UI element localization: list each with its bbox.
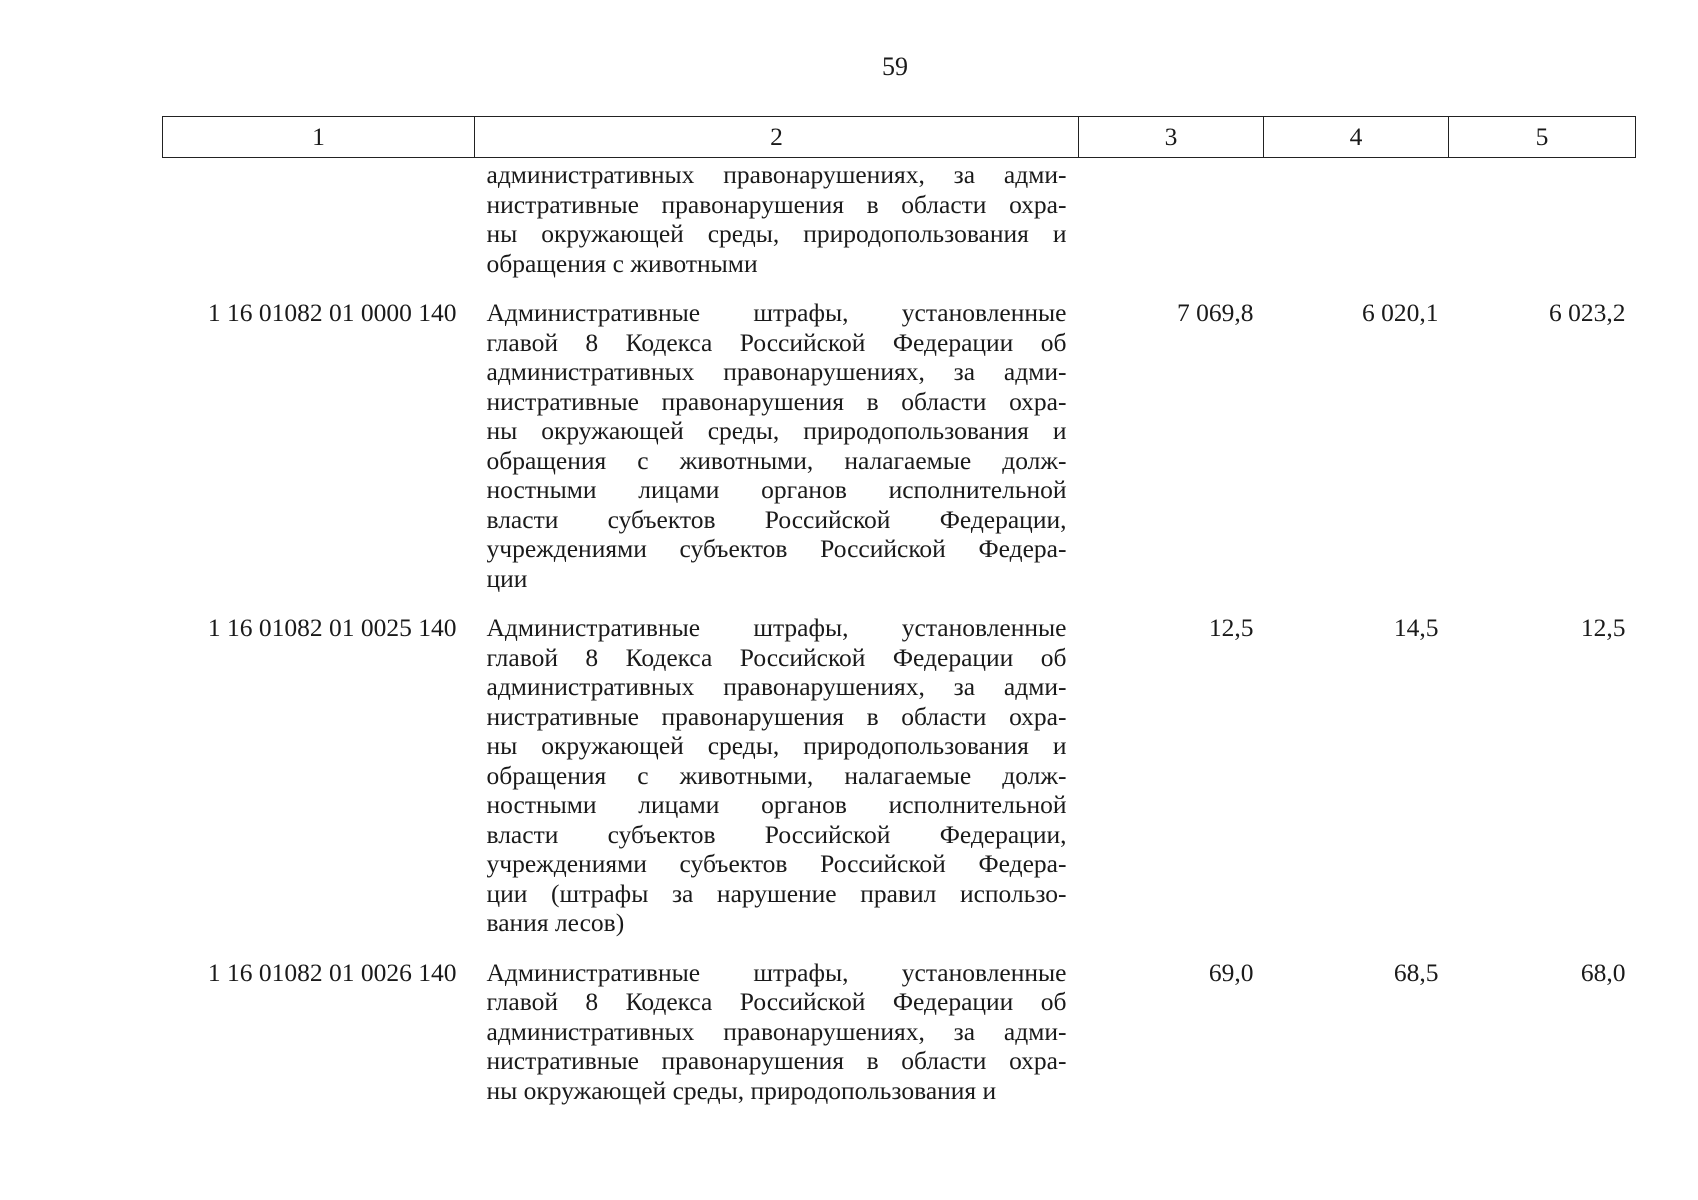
description-line: ны окружающей среды, природопользования и [486,416,1067,445]
value-cell-col5: 6 023,2 [1549,298,1626,327]
budget-code-cell: 1 16 01082 01 0026 140 [207,957,457,987]
description-line: нистративные правонарушения в области охра- [486,701,1067,731]
budget-code-cell: 1 16 01082 01 0000 140 [207,298,457,327]
description-cell [475,158,1079,279]
description-line: ностными лицами органов исполнительной [486,790,1067,819]
description-line: власти субъектов Российской Федерации, [486,819,1067,849]
table-header [163,117,1636,158]
table-row [163,158,1636,279]
description-line: нистративные правонарушения в области охра- [486,1046,1067,1075]
value-cell-col3: 7 069,8 [1177,298,1254,327]
value-cell-col3: 12,5 [1208,613,1254,642]
description-line: ностными лицами органов исполнительной [486,475,1067,504]
value-cell-col3 [1079,158,1264,279]
table-row [163,938,1636,1106]
value-cell-col4: 14,5 [1393,613,1439,642]
description-line: учреждениями субъектов Российской Федера- [486,849,1067,878]
budget-code-cell [163,158,475,279]
value-cell-col5: 68,0 [1580,957,1626,987]
description-line: обращения с животными, налагаемые долж- [486,760,1067,790]
description-line: главой 8 Кодекса Российской Федерации об [486,327,1067,357]
description-line: обращения с животными, налагаемые долж- [486,445,1067,475]
table-row [163,278,1636,593]
description-line: вания лесов) [486,908,625,937]
description-line: ции [486,563,528,593]
description-line: главой 8 Кодекса Российской Федерации об [486,987,1067,1016]
budget-code-cell: 1 16 01082 01 0025 140 [207,613,457,642]
description-line: нистративные правонарушения в области охра- [486,189,1067,219]
value-cell-col5 [1449,158,1636,279]
value-cell-col3: 69,0 [1208,957,1254,987]
description-line: ны окружающей среды, природопользования и [486,731,1067,760]
header-cell-2: 2 [475,117,1079,158]
table-row [163,593,1636,938]
description-line: административных правонарушениях, за адми- [486,160,1067,189]
description-line: ны окружающей среды, природопользования и [486,1075,997,1105]
description-cell [475,938,1079,1106]
header-row [163,117,1636,158]
description-line: Административные штрафы, установленные [486,298,1067,327]
value-cell-col5: 12,5 [1580,613,1626,642]
description-line: административных правонарушениях, за адми- [486,1016,1067,1046]
value-cell-col4: 68,5 [1393,957,1439,987]
description-line: административных правонарушениях, за адми- [486,357,1067,386]
budget-table [162,116,1636,1105]
description-line: нистративные правонарушения в области охра- [486,386,1067,416]
header-cell-3: 3 [1079,117,1264,158]
description-line: административных правонарушениях, за адми- [486,672,1067,701]
page-number: 59 [882,52,908,81]
description-cell [475,278,1079,593]
value-cell-col4: 6 020,1 [1362,298,1439,327]
value-cell-col4 [1264,158,1449,279]
description-line: власти субъектов Российской Федерации, [486,504,1067,534]
description-line: обращения с животными [486,248,758,278]
description-line: ции (штрафы за нарушение правил использо- [486,878,1067,908]
description-line: Административные штрафы, установленные [486,957,1067,987]
table-body [163,158,1636,1106]
header-cell-4: 4 [1264,117,1449,158]
description-line: ны окружающей среды, природопользования и [486,219,1067,248]
header-cell-1: 1 [163,117,475,158]
description-line: главой 8 Кодекса Российской Федерации об [486,642,1067,672]
description-line: Административные штрафы, установленные [486,613,1067,642]
description-line: учреждениями субъектов Российской Федера- [486,534,1067,563]
description-cell [475,593,1079,938]
budget-table-container [162,116,1635,1105]
header-cell-5: 5 [1449,117,1636,158]
